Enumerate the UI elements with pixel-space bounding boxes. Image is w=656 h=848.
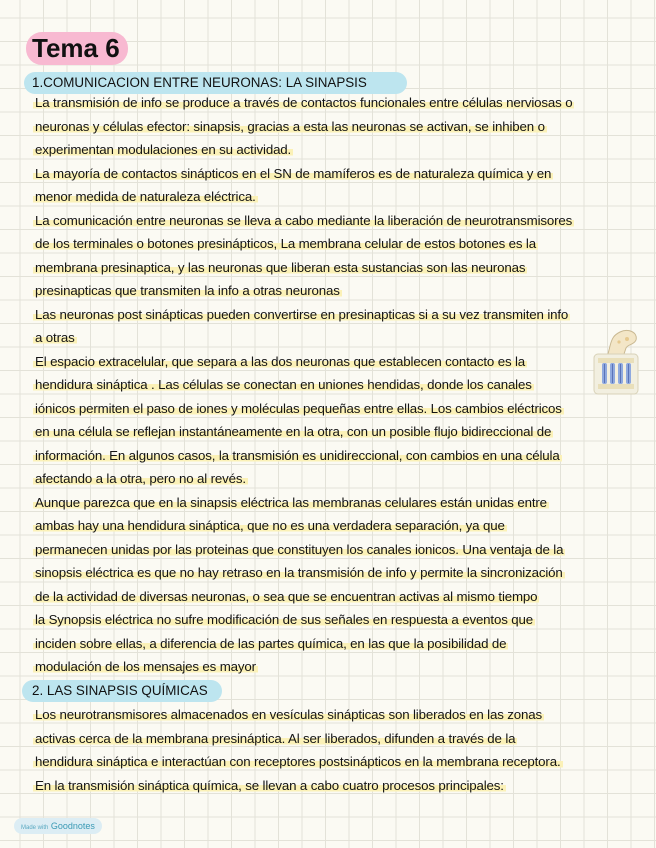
- body-line: La transmisión de info se produce a través de contactos funcionales entre células nerviosas o: [35, 95, 573, 110]
- body-line: El espacio extracelular, que separa a las dos neuronas que establecen contacto es la: [35, 353, 526, 369]
- body-line: información. En algunos casos, la transmisión es unidireccional, con cambios en una célula: [35, 447, 560, 463]
- body-line: La mayoría de contactos sinápticos en el SN de mamíferos es de naturaleza química y en: [35, 165, 552, 181]
- section1-body: [33, 91, 633, 679]
- body-line: iónicos permiten el paso de iones y moléculas pequeñas entre ellas. Los cambios eléctricos: [35, 400, 562, 416]
- body-line: sinopsis eléctrica es que no hay retraso en la transmisión de info y permite la sincronización: [35, 565, 563, 580]
- body-line: membrana presinaptica, y las neuronas que liberan esta sustancias son las neuronas: [35, 259, 526, 275]
- badge-brand: Goodnotes: [50, 821, 95, 831]
- body-line: La comunicación entre neuronas se lleva a cabo mediante la liberación de neurotransmisores: [35, 212, 573, 228]
- body-line: hendidura sináptica e interactúan con receptores postsinápticos en la membrana receptora.: [35, 754, 561, 769]
- body-line: experimentan modulaciones en su actividad.: [35, 142, 292, 157]
- section2-body: [33, 703, 633, 797]
- body-line: modulación de los mensajes es mayor: [35, 659, 256, 674]
- body-line: inciden sobre ellas, a diferencia de las partes química, en las que la posibilidad de: [35, 635, 507, 651]
- body-line: de la actividad de diversas neuronas, o sea que se encuentran activas al mismo tiempo: [35, 588, 538, 604]
- page-title: Tema 6: [26, 32, 128, 65]
- body-line: hendidura sináptica . Las células se conectan en uniones hendidas, donde los canales: [35, 377, 532, 392]
- body-line: presinapticas que transmiten la info a otras neuronas: [35, 283, 340, 298]
- body-line: ambas hay una hendidura sináptica, que no es una verdadera separación, ya que: [35, 518, 505, 533]
- body-line: a otras: [35, 330, 75, 345]
- body-line: permanecen unidas por las proteinas que constituyen los canales ionicos. Una ventaja de la: [35, 541, 564, 557]
- body-line: de los terminales o botones presinápticos, La membrana celular de estos botones es la: [35, 236, 536, 251]
- body-line: en una célula se reflejan instantáneamente en la otra, con un posible flujo bidireccional de: [35, 424, 552, 439]
- badge-prefix: Made with: [21, 825, 49, 831]
- body-line: En la transmisión sináptica química, se llevan a cabo cuatro procesos principales:: [35, 777, 504, 793]
- section-heading-chemical-synapse: 2. LAS SINAPSIS QUÍMICAS: [22, 680, 222, 702]
- synapse-illustration-icon: [590, 328, 642, 398]
- body-line: Los neurotransmisores almacenados en vesículas sinápticas son liberados en las zonas: [35, 707, 543, 722]
- body-line: Las neuronas post sinápticas pueden convertirse en presinapticas si a su vez transmiten info: [35, 306, 569, 322]
- body-line: afectando a la otra, pero no al revés.: [35, 471, 246, 486]
- goodnotes-badge: [14, 818, 102, 834]
- body-line: neuronas y células efector: sinapsis, gracias a esta las neuronas se activan, se inhiben o: [35, 118, 545, 134]
- body-line: activas cerca de la membrana presináptica. Al ser liberados, difunden a través de la: [35, 730, 516, 746]
- body-line: Aunque parezca que en la sinapsis eléctrica las membranas celulares están unidas entre: [35, 494, 547, 510]
- body-line: la Synopsis eléctrica no sufre modificación de sus señales en respuesta a eventos que: [35, 612, 533, 627]
- section-heading-synapse: 1.COMUNICACION ENTRE NEURONAS: LA SINAPSIS: [24, 72, 407, 94]
- body-line: menor medida de naturaleza eléctrica.: [35, 189, 256, 204]
